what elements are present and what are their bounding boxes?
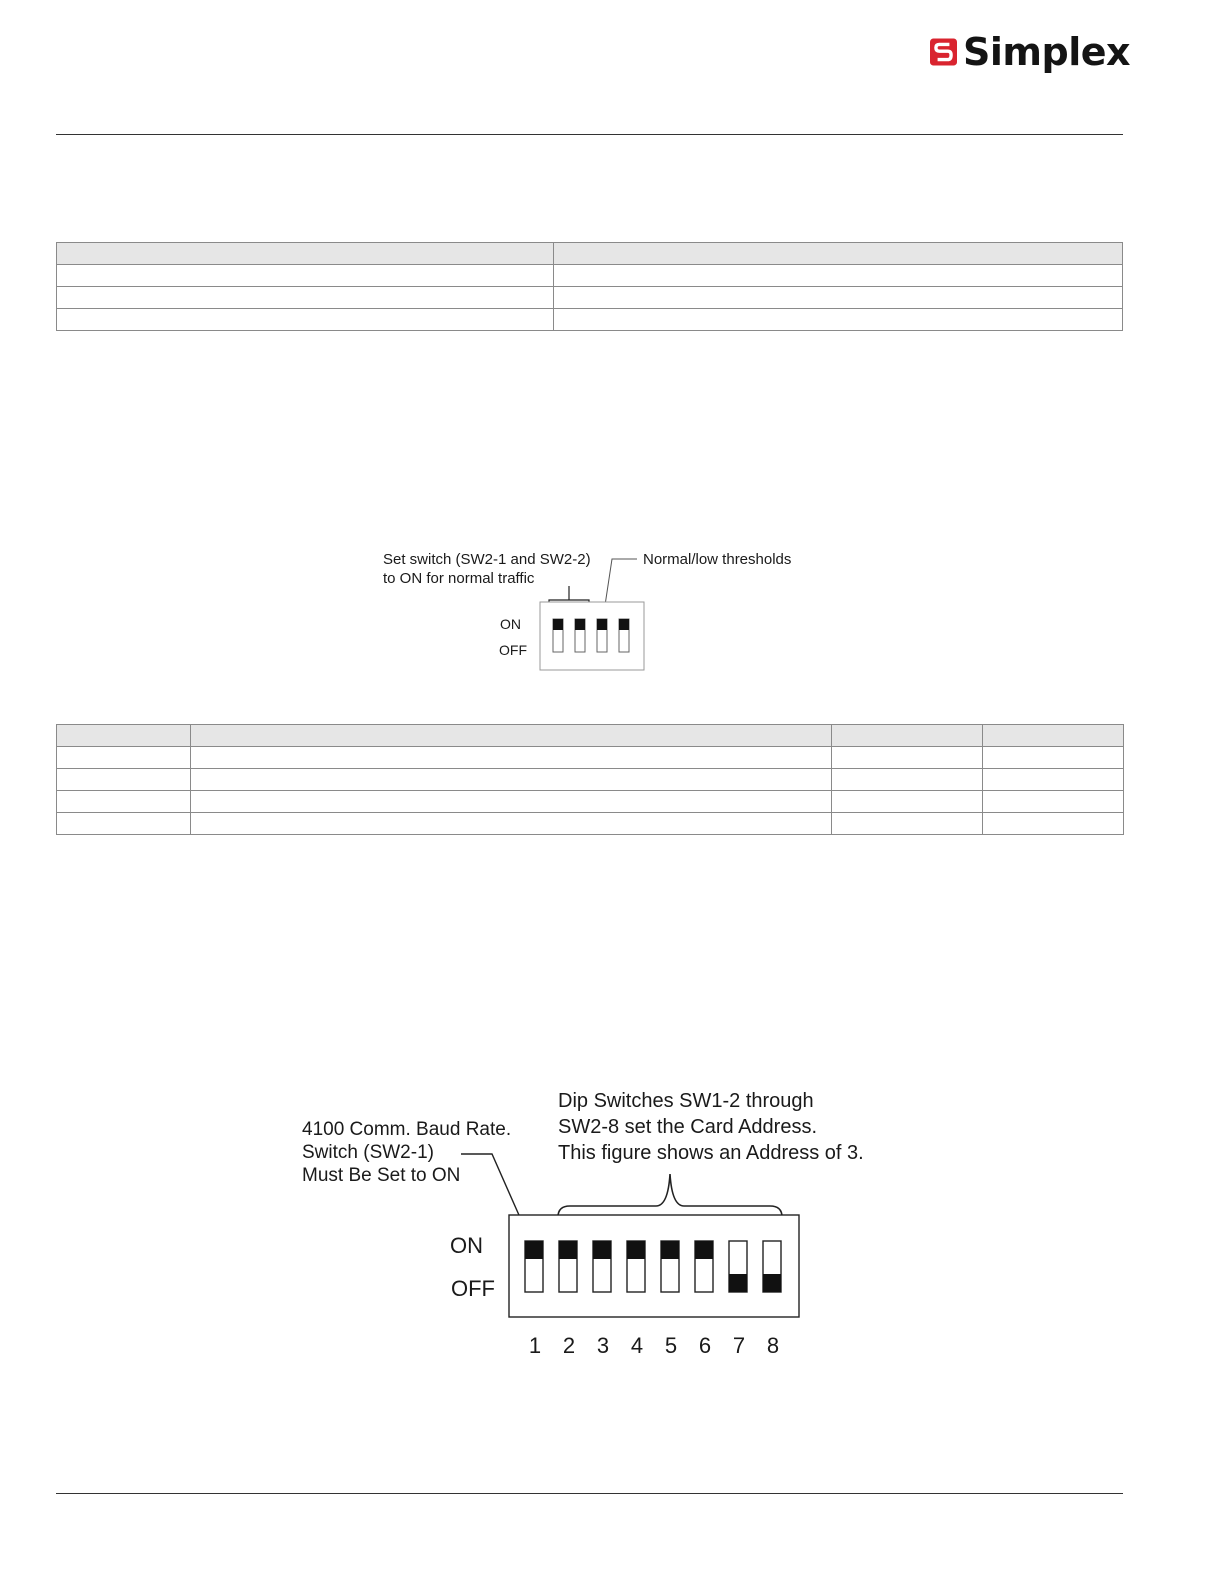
label-line: SW2-8 set the Card Address.: [558, 1116, 818, 1138]
table-cell: [57, 747, 191, 769]
figure2-baud-label: [302, 1118, 511, 1187]
table-cell: [191, 747, 832, 769]
switch-number-label: 5: [664, 1333, 678, 1358]
figure1-thresholds-label: Normal/low thresholds: [643, 551, 792, 568]
table-cell: [191, 769, 832, 791]
switch-number-label: 8: [766, 1333, 780, 1358]
table-2: [56, 724, 1124, 835]
figure2-on-label: ON: [450, 1233, 483, 1258]
label-line: Switch (SW2-1): [302, 1142, 434, 1163]
figure2-dip-label: [558, 1088, 864, 1166]
table-cell: [191, 791, 832, 813]
table-row: [57, 813, 1124, 835]
table-row: [57, 769, 1124, 791]
dip-switch-toggle: [597, 619, 607, 630]
table-cell: [832, 747, 983, 769]
figure1-off-label: OFF: [499, 642, 527, 658]
figure2-off-label: OFF: [451, 1276, 495, 1301]
brand-name: Simplex: [963, 30, 1130, 74]
switch-number-label: 4: [630, 1333, 644, 1358]
label-line: Dip Switches SW1-2 through: [558, 1090, 814, 1112]
table-header-cell: [983, 725, 1124, 747]
label-line: Set switch (SW2-1 and SW2-2): [383, 551, 591, 568]
label-line: 4100 Comm. Baud Rate.: [302, 1119, 512, 1140]
label-line: This figure shows an Address of 3.: [558, 1142, 864, 1164]
dip-switch-toggle: [553, 619, 563, 630]
table-cell: [57, 769, 191, 791]
table-cell: [983, 747, 1124, 769]
table-header-cell: [191, 725, 832, 747]
switch-number-label: 7: [732, 1333, 746, 1358]
table-cell: [57, 791, 191, 813]
figure1-on-label: ON: [500, 616, 521, 632]
table-row: [57, 791, 1124, 813]
switch-number-label: 2: [562, 1333, 576, 1358]
switch-number-label: 3: [596, 1333, 610, 1358]
table-cell: [832, 791, 983, 813]
table-cell: [57, 813, 191, 835]
dip-switch-toggle: [575, 619, 585, 630]
table-cell: [983, 791, 1124, 813]
dip-switch-toggle: [619, 619, 629, 630]
table-cell: [191, 813, 832, 835]
table-cell: [832, 813, 983, 835]
table-cell: [983, 769, 1124, 791]
table-cell: [983, 813, 1124, 835]
label-line: Must Be Set to ON: [302, 1165, 461, 1186]
switch-number-label: 1: [528, 1333, 542, 1358]
table-header-cell: [832, 725, 983, 747]
table-header-row: [57, 725, 1124, 747]
table-header-cell: [57, 725, 191, 747]
label-line: to ON for normal traffic: [383, 570, 535, 587]
table-cell: [832, 769, 983, 791]
table-row: [57, 747, 1124, 769]
switch-number-label: 6: [698, 1333, 712, 1358]
footer-divider: [56, 1493, 1123, 1494]
